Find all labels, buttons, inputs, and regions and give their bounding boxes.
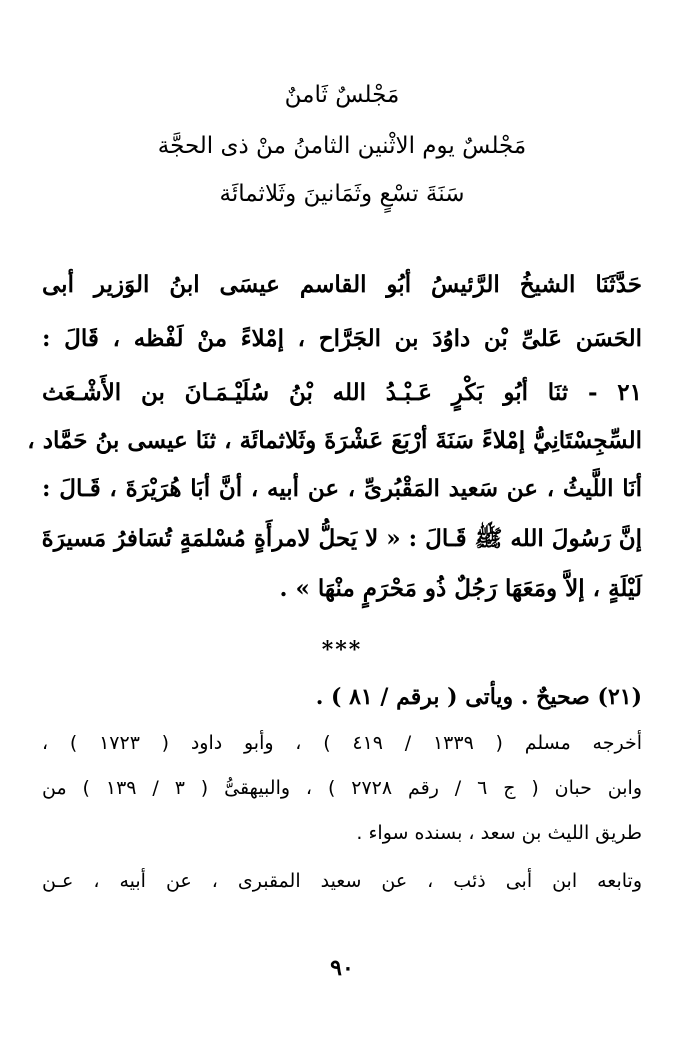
session-date: مَجْلسٌ يوم الاثْنين الثامنُ منْ ذى الحجَّة: [157, 133, 527, 159]
footnote-heading: (٢١) صحيحٌ . ويأتى ( برقم / ٨١ ) .: [315, 684, 642, 710]
body-text-line: إنَّ رَسُولَ الله ﷺ قَـالَ : « لا يَحلُّ لامرأَةٍ مُسْلمَةٍ تُسَافرُ مَسيرَةَ: [41, 525, 642, 552]
body-text-line: السِّجِسْتَانِيُّ إمْلاءً سَنَةَ أرْبَعَ عَشْرَةَ وثَلاثمائَة ، ثنَا عيسى بنُ حَمَّاد ،: [27, 427, 642, 454]
hadith-number-line: ٢١ - ثنَا أبُو بَكْرٍ عَـبْـدُ الله بْنُ سُلَيْـمَـانَ بن الأَشْـعَث: [42, 379, 642, 406]
footnote-line: وتابعه ابن أبى ذئب ، عن سعيد المقبرى ، عن أبيه ، عـن: [42, 870, 642, 892]
body-text-line: حَدَّثَنَا الشيخُ الرَّئيسُ أبُو القاسم عيسَى ابنُ الوَزير أبى: [42, 271, 642, 298]
body-text-line: أنَا اللَّيثُ ، عن سَعيد المَقْبُرىِّ ، عن أبيه ، أنَّ أبَا هُرَيْرَةَ ، قَـالَ :: [42, 475, 642, 502]
session-title: مَجْلسٌ ثَامنٌ: [284, 82, 400, 108]
session-year: سَنَةَ تسْعٍ وثَمَانينَ وثَلاثمائَة: [219, 181, 465, 207]
section-separator: ***: [321, 637, 363, 663]
page-number: ٩٠: [330, 955, 354, 981]
footnote-line: وابن حبان ( ج ٦ / رقم ٢٧٢٨ ) ، والبيهقىُّ ( ٣ / ١٣٩ ) من: [42, 777, 642, 799]
footnote-line: طريق الليث بن سعد ، بسنده سواء .: [356, 822, 642, 844]
body-text-line: لَيْلَةٍ ، إلاَّ ومَعَهَا رَجُلٌ ذُو مَحْرَمٍ منْهَا » .: [279, 575, 642, 602]
body-text-line: الحَسَن عَلىِّ بْن داوُدَ بن الجَرَّاح ، إمْلاءً منْ لَفْظه ، قَالَ :: [42, 325, 642, 352]
footnote-line: أخرجه مسلم ( ١٣٣٩ / ٤١٩ ) ، وأبو داود ( ١٧٢٣ ) ،: [42, 732, 642, 754]
